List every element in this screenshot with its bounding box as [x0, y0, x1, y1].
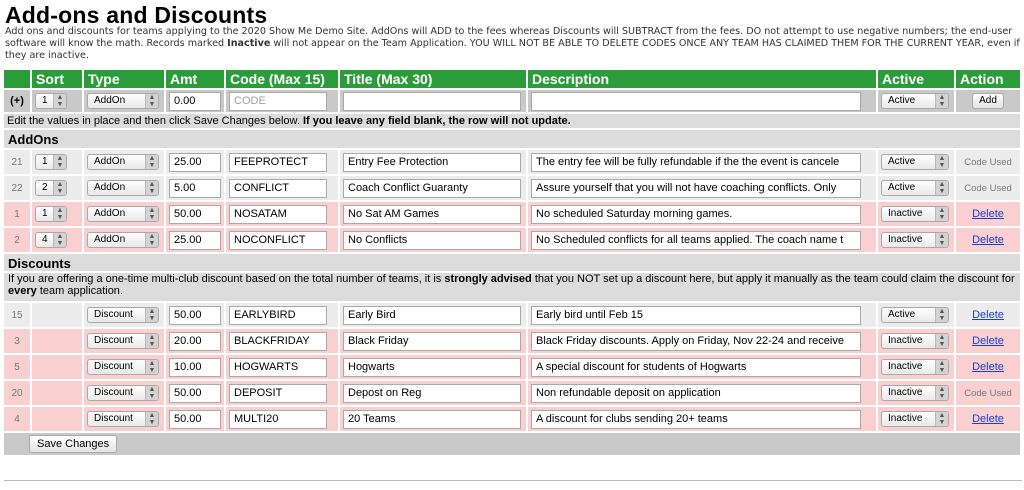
description-input[interactable]: A special discount for students of Hogwarts	[531, 358, 861, 377]
divider	[4, 480, 1022, 481]
add-sort-select[interactable]	[35, 93, 67, 109]
title-input[interactable]: No Sat AM Games	[343, 205, 521, 224]
header-row	[4, 70, 1022, 90]
chevron-updown-icon: ▲ ▼	[935, 334, 948, 348]
discounts-desc-part2: that you NOT set up a discount here, but apply it manually as the team could claim the discount for	[531, 273, 1015, 285]
table-row	[4, 176, 1022, 202]
page-title: Add-ons and Discounts	[5, 2, 268, 28]
footer-cell	[4, 433, 1022, 457]
table-row	[4, 228, 1022, 254]
chevron-updown-icon: ▲ ▼	[145, 360, 158, 374]
sort-select[interactable]	[35, 232, 67, 248]
type-select-value: AddOn	[94, 234, 126, 245]
active-select-value: Active	[888, 309, 916, 320]
type-select[interactable]	[87, 206, 159, 222]
edit-note-row	[4, 114, 1022, 130]
row-id: 3	[4, 329, 32, 355]
add-row	[4, 90, 1022, 114]
active-select-value: Inactive	[888, 234, 923, 245]
addons-section-title: AddOns	[4, 130, 1022, 150]
save-changes-button[interactable]: Save Changes	[29, 435, 117, 453]
add-active-value: Active	[888, 95, 916, 106]
sort-select[interactable]	[35, 154, 67, 170]
type-select[interactable]	[87, 180, 159, 196]
chevron-updown-icon: ▲ ▼	[53, 207, 66, 221]
amt-input[interactable]: 20.00	[169, 332, 221, 351]
title-input[interactable]: No Conflicts	[343, 231, 521, 250]
addons-discounts-table	[4, 70, 1022, 457]
add-row-marker: (+)	[4, 90, 32, 114]
intro-text-bold: Inactive	[227, 38, 271, 49]
sort-select[interactable]	[35, 206, 67, 222]
table-row	[4, 202, 1022, 228]
delete-link[interactable]: Delete	[972, 309, 1004, 321]
active-select[interactable]	[881, 411, 949, 427]
code-used-label: Code Used	[964, 183, 1012, 194]
table-row	[4, 407, 1022, 433]
header-sort: Sort	[32, 70, 84, 90]
active-select-value: Active	[888, 182, 916, 193]
type-select-value: AddOn	[94, 156, 126, 167]
chevron-updown-icon: ▲ ▼	[145, 308, 158, 322]
description-input[interactable]: The entry fee will be fully refundable if the the event is cancele	[531, 153, 861, 172]
chevron-updown-icon: ▲ ▼	[145, 155, 158, 169]
title-input[interactable]: Coach Conflict Guaranty	[343, 179, 521, 198]
chevron-updown-icon: ▲ ▼	[935, 386, 948, 400]
chevron-updown-icon: ▲ ▼	[935, 94, 948, 108]
chevron-updown-icon: ▲ ▼	[145, 233, 158, 247]
amt-input[interactable]: 50.00	[169, 205, 221, 224]
add-title-input[interactable]	[343, 92, 521, 111]
description-input[interactable]: No scheduled Saturday morning games.	[531, 205, 861, 224]
delete-link[interactable]: Delete	[972, 234, 1004, 246]
title-input[interactable]: Entry Fee Protection	[343, 153, 521, 172]
description-input[interactable]: Non refundable deposit on application	[531, 384, 861, 403]
sort-select-value: 1	[42, 156, 48, 167]
title-input[interactable]: Black Friday	[343, 332, 521, 351]
row-id: 22	[4, 176, 32, 202]
amt-input[interactable]: 10.00	[169, 358, 221, 377]
add-type-select[interactable]	[87, 93, 159, 109]
chevron-updown-icon: ▲ ▼	[935, 412, 948, 426]
active-select-value: Inactive	[888, 387, 923, 398]
chevron-updown-icon: ▲ ▼	[145, 334, 158, 348]
header-marker	[4, 70, 32, 90]
active-select-value: Inactive	[888, 361, 923, 372]
code-input[interactable]: DEPOSIT	[229, 384, 327, 403]
description-input[interactable]: Black Friday discounts. Apply on Friday, Nov 22-24 and receive	[531, 332, 861, 351]
add-description-input[interactable]	[531, 92, 861, 111]
discounts-description-row	[4, 273, 1022, 303]
code-input[interactable]: CONFLICT	[229, 179, 327, 198]
row-id: 2	[4, 228, 32, 254]
type-select[interactable]	[87, 333, 159, 349]
type-select[interactable]	[87, 359, 159, 375]
description-input[interactable]: A discount for clubs sending 20+ teams	[531, 410, 861, 429]
addons-section-row	[4, 130, 1022, 150]
row-id: 5	[4, 355, 32, 381]
active-select[interactable]	[881, 154, 949, 170]
active-select[interactable]	[881, 333, 949, 349]
table-row	[4, 329, 1022, 355]
active-select-value: Inactive	[888, 335, 923, 346]
header-action: Action	[956, 70, 1022, 90]
add-active-select[interactable]	[881, 93, 949, 109]
title-input[interactable]: Depost on Reg	[343, 384, 521, 403]
chevron-updown-icon: ▲ ▼	[935, 181, 948, 195]
chevron-updown-icon: ▲ ▼	[935, 155, 948, 169]
type-select-value: Discount	[94, 335, 133, 346]
type-select[interactable]	[87, 385, 159, 401]
amt-input[interactable]: 50.00	[169, 306, 221, 325]
description-input[interactable]: Assure yourself that you will not have coaching conflicts. Only	[531, 179, 861, 198]
delete-link[interactable]: Delete	[972, 361, 1004, 373]
type-select-value: AddOn	[94, 208, 126, 219]
header-active: Active	[878, 70, 956, 90]
chevron-updown-icon: ▲ ▼	[145, 207, 158, 221]
discounts-description	[4, 273, 1022, 303]
type-select[interactable]	[87, 411, 159, 427]
sort-select-value: 1	[42, 208, 48, 219]
header-description: Description	[528, 70, 878, 90]
table-row	[4, 381, 1022, 407]
sort-select-value: 4	[42, 234, 48, 245]
add-type-value: AddOn	[94, 95, 126, 106]
chevron-updown-icon: ▲ ▼	[53, 181, 66, 195]
header-title: Title (Max 30)	[340, 70, 528, 90]
add-sort-value: 1	[42, 95, 48, 106]
delete-link[interactable]: Delete	[972, 208, 1004, 220]
description-input[interactable]: Early bird until Feb 15	[531, 306, 861, 325]
header-code: Code (Max 15)	[226, 70, 340, 90]
type-select-value: AddOn	[94, 182, 126, 193]
code-input[interactable]: EARLYBIRD	[229, 306, 327, 325]
table-row	[4, 355, 1022, 381]
sort-select[interactable]	[35, 180, 67, 196]
title-input[interactable]: Early Bird	[343, 306, 521, 325]
type-select-value: Discount	[94, 361, 133, 372]
amt-input[interactable]: 25.00	[169, 153, 221, 172]
chevron-updown-icon: ▲ ▼	[935, 207, 948, 221]
chevron-updown-icon: ▲ ▼	[935, 360, 948, 374]
delete-link[interactable]: Delete	[972, 335, 1004, 347]
row-id: 20	[4, 381, 32, 407]
type-select[interactable]	[87, 232, 159, 248]
intro-text	[5, 26, 1021, 62]
footer-row	[4, 433, 1022, 457]
edit-note-bold: If you leave any field blank, the row will not update.	[302, 115, 571, 127]
table-row	[4, 150, 1022, 176]
chevron-updown-icon: ▲ ▼	[53, 233, 66, 247]
add-button[interactable]: Add	[972, 93, 1004, 109]
type-select[interactable]	[87, 307, 159, 323]
code-input[interactable]: NOCONFLICT	[229, 231, 327, 250]
amt-input[interactable]: 50.00	[169, 384, 221, 403]
description-input[interactable]: No Scheduled conflicts for all teams applied. The coach name t	[531, 231, 861, 250]
chevron-updown-icon: ▲ ▼	[145, 412, 158, 426]
code-input[interactable]: MULTI20	[229, 410, 327, 429]
intro-text-part1: Add ons and discounts for teams applying to the 2020 Show Me Demo Site. AddOns will ADD to the fees whereas Discounts will SUBTRACT from the fees. DO not attempt to use negative numbers; the end-user software will know the math. Records marked	[5, 26, 1013, 49]
code-input[interactable]: NOSATAM	[229, 205, 327, 224]
active-select[interactable]	[881, 180, 949, 196]
chevron-updown-icon: ▲ ▼	[935, 308, 948, 322]
code-input[interactable]: HOGWARTS	[229, 358, 327, 377]
type-select-value: Discount	[94, 309, 133, 320]
active-select[interactable]	[881, 385, 949, 401]
delete-link[interactable]: Delete	[972, 413, 1004, 425]
sort-select-value: 2	[42, 182, 48, 193]
code-input[interactable]: FEEPROTECT	[229, 153, 327, 172]
chevron-updown-icon: ▲ ▼	[145, 386, 158, 400]
active-select[interactable]	[881, 359, 949, 375]
active-select[interactable]	[881, 206, 949, 222]
chevron-updown-icon: ▲ ▼	[145, 94, 158, 108]
chevron-updown-icon: ▲ ▼	[53, 155, 66, 169]
code-used-label: Code Used	[964, 157, 1012, 168]
amt-input[interactable]: 5.00	[169, 179, 221, 198]
table-row	[4, 303, 1022, 329]
title-input[interactable]: 20 Teams	[343, 410, 521, 429]
amt-input[interactable]: 25.00	[169, 231, 221, 250]
add-code-input[interactable]: CODE	[229, 92, 327, 111]
header-type: Type	[84, 70, 166, 90]
code-input[interactable]: BLACKFRIDAY	[229, 332, 327, 351]
add-amt-input[interactable]: 0.00	[169, 92, 221, 111]
chevron-updown-icon: ▲ ▼	[145, 181, 158, 195]
discounts-desc-bold1: strongly advised	[444, 273, 532, 285]
intro-text-part2: will not appear on the Team Application. YOU WILL NOT BE ABLE TO DELETE CODES ONCE ANY TEAM HAS CLAIMED THEM FOR THE CURRENT YEAR, even if they are inactive.	[5, 38, 1020, 61]
header-amt: Amt	[166, 70, 226, 90]
active-select[interactable]	[881, 307, 949, 323]
type-select[interactable]	[87, 154, 159, 170]
active-select[interactable]	[881, 232, 949, 248]
row-id: 1	[4, 202, 32, 228]
active-select-value: Inactive	[888, 413, 923, 424]
code-used-label: Code Used	[964, 388, 1012, 399]
edit-note-text: Edit the values in place and then click Save Changes below.	[7, 115, 303, 127]
discounts-desc-part1: If you are offering a one-time multi-club discount based on the total number of teams, it is	[8, 273, 445, 285]
type-select-value: Discount	[94, 413, 133, 424]
discounts-desc-bold2: every	[8, 285, 37, 297]
amt-input[interactable]: 50.00	[169, 410, 221, 429]
edit-note	[4, 114, 1022, 130]
type-select-value: Discount	[94, 387, 133, 398]
discounts-section-title: Discounts	[4, 254, 1022, 273]
active-select-value: Inactive	[888, 208, 923, 219]
row-id: 15	[4, 303, 32, 329]
chevron-updown-icon: ▲ ▼	[935, 233, 948, 247]
active-select-value: Active	[888, 156, 916, 167]
chevron-updown-icon: ▲ ▼	[53, 94, 66, 108]
title-input[interactable]: Hogwarts	[343, 358, 521, 377]
row-id: 4	[4, 407, 32, 433]
row-id: 21	[4, 150, 32, 176]
discounts-desc-part3: team application.	[36, 285, 123, 297]
discounts-section-row	[4, 254, 1022, 273]
